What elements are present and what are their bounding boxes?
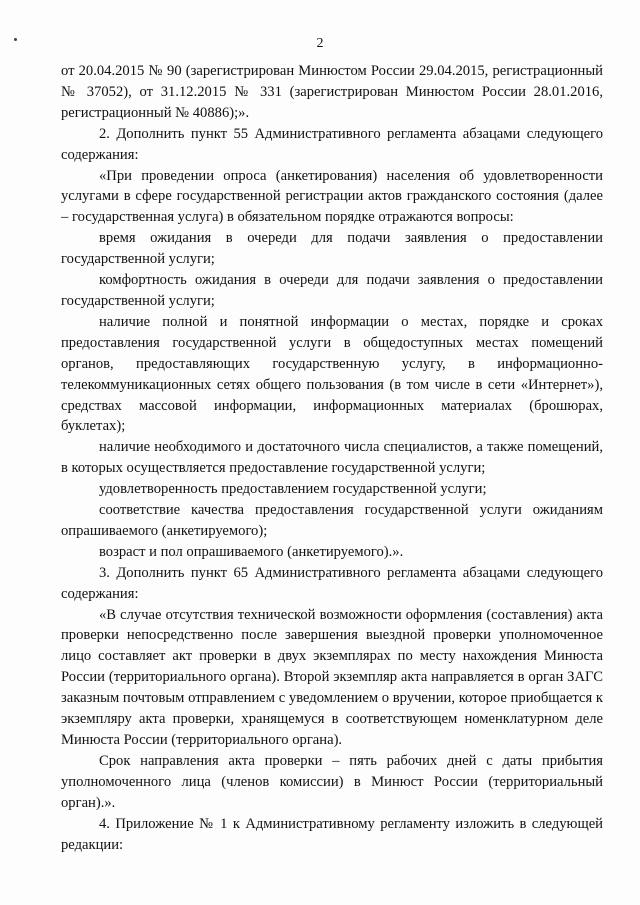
paragraph-11: 3. Дополнить пункт 65 Административного регламента абзацами следующего содержания: xyxy=(61,564,603,602)
paragraph-13: Срок направления акта проверки – пять рабочих дней с даты прибытия уполномоченного лица (членов комиссии) в Минюст России (территориальный орган).». xyxy=(61,752,603,811)
document-body xyxy=(61,61,603,855)
paragraph-4: время ожидания в очереди для подачи заявления о предоставлении государственной услуги; xyxy=(61,230,603,268)
paragraph-7: наличие необходимого и достаточного числа специалистов, а также помещений, в которых осуществляется предоставление государственной услуги; xyxy=(61,439,603,477)
paragraph-5: комфортность ожидания в очереди для подачи заявления о предоставлении государственной услуги; xyxy=(61,272,603,309)
paragraph-1: от 20.04.2015 № 90 (зарегистрирован Минюстом России 29.04.2015, регистрационный № 37052), от 31.12.2015 № 331 (зарегистрирован Минюстом России 28.01.2016, регистрационный № 40886);». xyxy=(61,63,603,121)
paragraph-8: удовлетворенность предоставлением государственной услуги; xyxy=(99,481,487,498)
paragraph-6: наличие полной и понятной информации о местах, порядке и сроках предоставления государственной услуги в общедоступных местах помещений органов, предоставляющих государственную услугу, в информационно-телекоммуникационных сетях общего пользования (в том числе в сети «Интернет»), средствах массовой информации, информационных материалах (брошюрах, буклетах); xyxy=(61,313,603,435)
paragraph-10: возраст и пол опрашиваемого (анкетируемого).». xyxy=(99,543,404,560)
paragraph-2: 2. Дополнить пункт 55 Административного регламента абзацами следующего содержания: xyxy=(61,125,603,163)
paragraph-12: «В случае отсутствия технической возможности оформления (составления) акта проверки непосредственно после завершения выездной проверки уполномоченное лицо составляет акт проверки в двух экземплярах по месту нахождения Минюста России (территориального органа). Второй экземпляр акта направляется в орган ЗАГС заказным почтовым отправлением с уведомлением о вручении, которое приобщается к экземпляру акта проверки, хранящемуся в соответствующем номенклатурном деле Минюста России (территориального органа). xyxy=(61,606,603,748)
page-number: 2 xyxy=(316,36,324,51)
paragraph-14: 4. Приложение № 1 к Административному регламенту изложить в следующей редакции: xyxy=(61,815,603,853)
paragraph-9: соответствие качества предоставления государственной услуги ожиданиям опрашиваемого (анкетируемого); xyxy=(61,502,603,539)
paragraph-3: «При проведении опроса (анкетирования) населения об удовлетворенности услугами в сфере государственной регистрации актов гражданского состояния (далее – государственная услуга) в обязательном порядке отражаются вопросы: xyxy=(61,167,603,226)
